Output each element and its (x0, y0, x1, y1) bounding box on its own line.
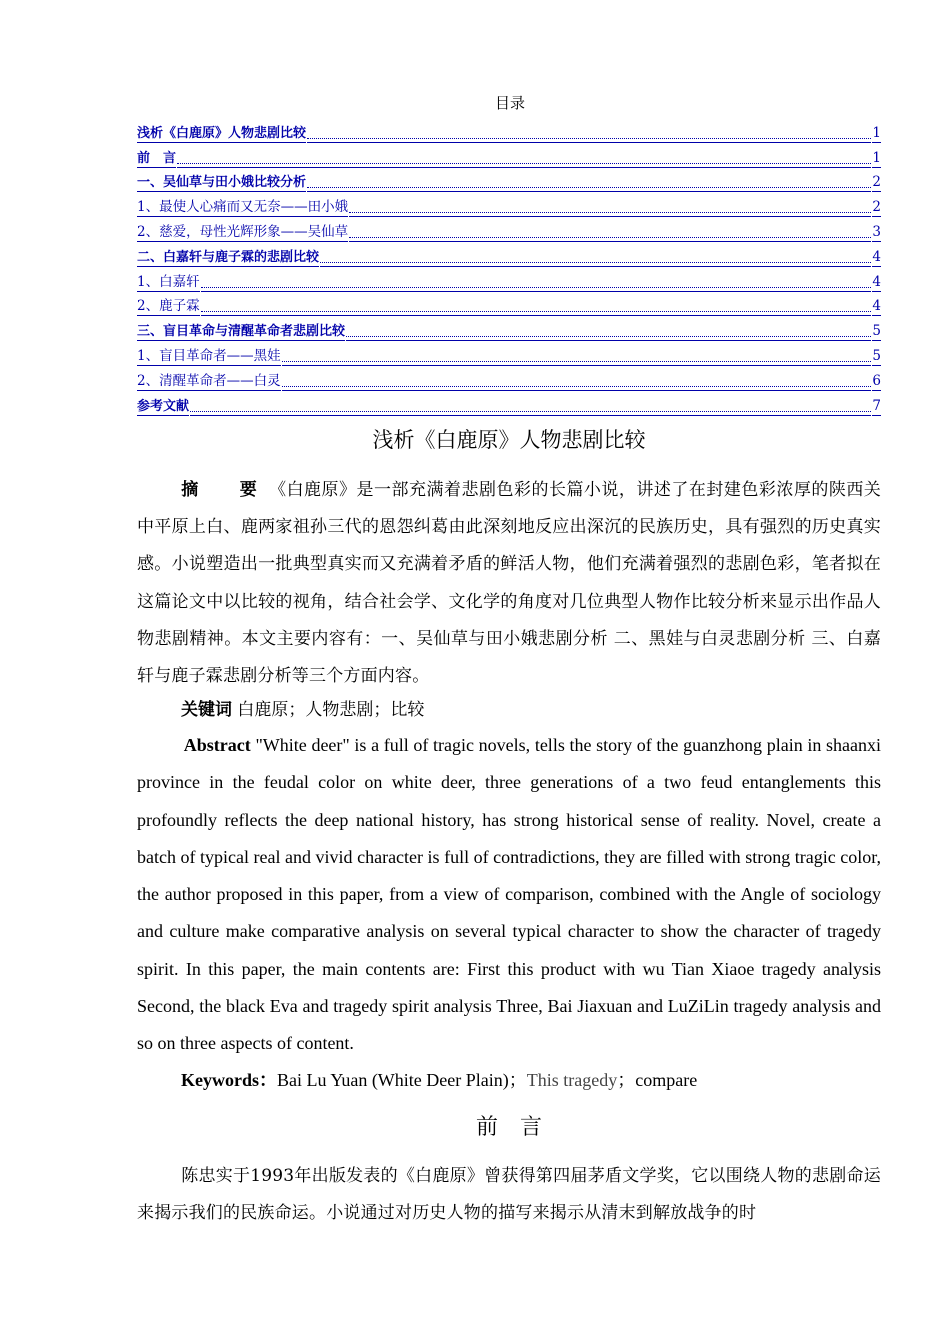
toc-entry-title: 一、吴仙草与田小娥比较分析 (137, 175, 307, 191)
keywords-en-a: Bai Lu Yuan (White Deer Plain)； (277, 1070, 527, 1090)
toc-leader-dots (177, 150, 871, 168)
abstract-en-text: "White deer" is a full of tragic novels, tells the story of the guanzhong plain in shaanxi province in the feudal color on white deer, three generations of a two feud entanglements this profoundly reflects the deep national history, has strong historical sense of reality. Novel, create a batch of typical real and vivid character is full of contradictions, they are filled with strong tragic color, the author proposed in this paper, from a view of comparison, combined with the Angle of sociology and culture make comparative analysis on several typical character to show the character of tragedy spirit. In this paper, the main contents are: First this product with wu Tian Xiaoe tragedy analysis Second, the black Eva and tragedy spirit analysis Three, Bai Jiaxuan and LuZiLin tragedy analysis and so on three aspects of content. (137, 735, 882, 1054)
keywords-label: 关键词 (181, 700, 232, 720)
preface-paragraph: 陈忠实于1993年出版发表的《白鹿原》曾获得第四届茅盾文学奖，它以围绕人物的悲剧命运来揭示我们的民族命运。小说通过对历史人物的描写来揭示从清末到解放战争的时 (137, 1166, 881, 1224)
toc-entry-page: 6 (872, 372, 881, 389)
toc-entry-title: 2、清醒革命者——白灵 (137, 372, 281, 389)
toc-leader-dots (201, 298, 872, 316)
toc-entry[interactable] (137, 341, 881, 366)
keywords-en-b: This tragedy (526, 1070, 618, 1090)
toc-entry-page: 1 (872, 124, 881, 141)
toc-entry[interactable] (137, 391, 881, 416)
toc-entry-title: 1、白嘉轩 (137, 273, 200, 290)
toc-entry-title: 参考文献 (137, 398, 190, 414)
toc-leader-dots (349, 224, 871, 242)
toc-entry-title: 1、最使人心痛而又无奈——田小娥 (137, 199, 349, 216)
table-of-contents (137, 118, 881, 416)
toc-entry[interactable] (137, 242, 881, 267)
toc-entry[interactable] (137, 366, 881, 391)
keywords-en-label: Keywords： (181, 1070, 277, 1090)
toc-entry[interactable] (137, 118, 881, 143)
toc-entry[interactable] (137, 192, 881, 217)
toc-leader-dots (190, 398, 871, 416)
toc-entry-title: 浅析《白鹿原》人物悲剧比较 (137, 125, 307, 141)
toc-leader-dots (307, 174, 871, 192)
keywords-line (181, 696, 424, 724)
toc-leader-dots (349, 199, 871, 217)
toc-entry-title: 1、盲目革命者——黑娃 (137, 347, 281, 364)
toc-entry-page: 5 (872, 323, 881, 340)
toc-entry-page: 4 (872, 273, 881, 290)
abstract-label: 摘 要 (181, 480, 270, 500)
toc-leader-dots (320, 249, 871, 267)
toc-entry[interactable] (137, 292, 881, 317)
preface-title: 前 言 (475, 1115, 542, 1140)
abstract-en-label: Abstract (183, 735, 251, 755)
toc-entry[interactable] (137, 267, 881, 292)
article-title: 浅析《白鹿原》人物悲剧比较 (372, 428, 646, 452)
toc-entry[interactable] (137, 316, 881, 341)
toc-entry-page: 2 (872, 199, 881, 216)
abstract-en-paragraph (137, 727, 881, 1063)
toc-entry-page: 4 (872, 298, 881, 315)
abstract-paragraph (137, 472, 881, 695)
toc-entry-title: 三、盲目革命与清醒革命者悲剧比较 (137, 324, 346, 340)
toc-entry[interactable] (137, 143, 881, 168)
toc-entry-page: 5 (872, 347, 881, 364)
toc-entry-page: 2 (872, 174, 881, 191)
toc-leader-dots (282, 373, 872, 391)
abstract-text: 《白鹿原》是一部充满着悲剧色彩的长篇小说，讲述了在封建色彩浓厚的陕西关中平原上白、鹿两家祖孙三代的恩怨纠葛由此深刻地反应出深沉的民族历史，具有强烈的历史真实感。小说塑造出一批典型真实而又充满着矛盾的鲜活人物，他们充满着强烈的悲剧色彩，笔者拟在这篇论文中以比较的视角，结合社会学、文化学的角度对几位典型人物作比较分析来显示出作品人物悲剧精神。本文主要内容有：一、吴仙草与田小娥悲剧分析 二、黑娃与白灵悲剧分析 三、白嘉轩与鹿子霖悲剧分析等三个方面内容。 (137, 480, 882, 687)
toc-entry-page: 3 (872, 223, 881, 240)
toc-entry-title: 前 言 (137, 150, 177, 166)
toc-entry-title: 2、慈爱，母性光辉形象——吴仙草 (137, 223, 349, 240)
toc-leader-dots (307, 125, 871, 143)
toc-entry[interactable] (137, 217, 881, 242)
toc-entry-page: 1 (872, 149, 881, 166)
toc-entry[interactable] (137, 168, 881, 193)
toc-entry-title: 二、白嘉轩与鹿子霖的悲剧比较 (137, 249, 320, 265)
keywords-en-c: ；compare (617, 1070, 698, 1090)
toc-leader-dots (282, 348, 872, 366)
toc-entry-page: 7 (872, 397, 881, 414)
toc-leader-dots (346, 323, 871, 341)
keywords-en-line (181, 1066, 697, 1094)
toc-leader-dots (201, 274, 872, 292)
toc-heading: 目录 (494, 94, 525, 112)
toc-entry-page: 4 (872, 248, 881, 265)
keywords-text: 白鹿原；人物悲剧；比较 (237, 700, 425, 720)
toc-entry-title: 2、鹿子霖 (137, 298, 200, 315)
